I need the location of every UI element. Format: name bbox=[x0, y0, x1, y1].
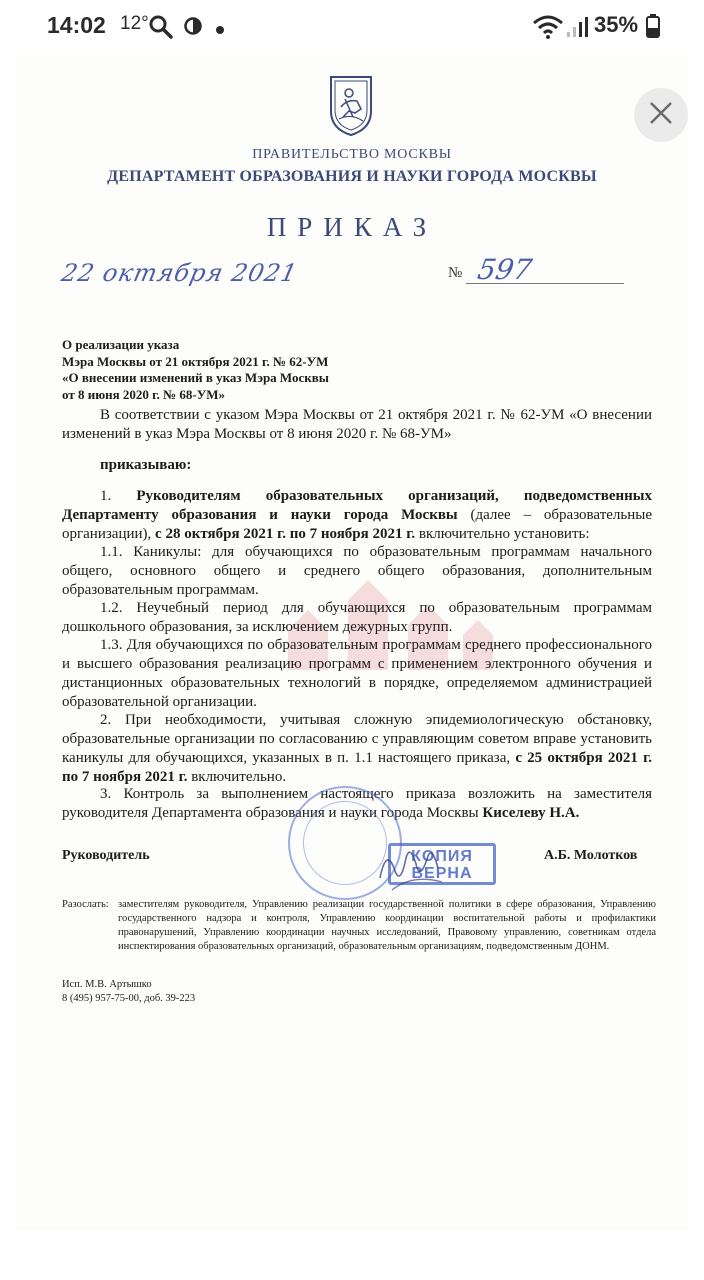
mailing-recipients: заместителям руководителя, Управлению реализации государственной политики в сфере образования, Управлению государственного надзора и контроля, Управлению координации воспитательной работы и профилактики правонарушений, Управлению координации научных исследований, Правовому управлению, советникам отдела инспектирования образовательных организаций, образовательным организациям, подведомственным ДОНМ. bbox=[118, 899, 656, 952]
item-3-person: Киселеву Н.А. bbox=[482, 805, 580, 821]
item-1 bbox=[62, 487, 652, 544]
notification-dot-icon bbox=[215, 22, 225, 40]
moscow-emblem-icon bbox=[327, 73, 375, 137]
item-1-1: 1.1. Каникулы: для обучающихся по образовательным программам начального общего, основного общего и среднего общего образования, дополнительным образовательным программам. bbox=[62, 544, 652, 598]
document-type: ПРИКАЗ bbox=[266, 212, 438, 242]
number-sign: № bbox=[448, 265, 463, 281]
item-1-period: с 28 октября 2021 г. по 7 ноября 2021 г. bbox=[155, 526, 416, 542]
item-2-text: 2. При необходимости, учитывая сложную эпидемиологическую обстановку, образовательные организации по согласованию с управляющим советом вправе установить каникулы для обучающихся, указанных в п. 1.1 настоящего приказа, bbox=[62, 712, 652, 766]
battery-icon bbox=[646, 14, 660, 43]
stamp-line: КОПИЯ bbox=[411, 848, 473, 865]
status-temperature: 12° bbox=[120, 13, 149, 34]
order-word: приказываю: bbox=[100, 457, 192, 473]
stamp-line: ВЕРНА bbox=[411, 865, 473, 882]
subject-line: О реализации указа bbox=[62, 337, 180, 352]
signature-scribble bbox=[372, 838, 452, 898]
subject-line: Мэра Москвы от 21 октября 2021 г. № 62-УМ bbox=[62, 353, 329, 369]
subject-line: от 8 июня 2020 г. № 68-УМ» bbox=[62, 386, 226, 402]
signer-role: Руководитель bbox=[62, 848, 150, 863]
intro-paragraph: В соответствии с указом Мэра Москвы от 21 октября 2021 г. № 62-УМ «О внесении изменений в указ Мэра Москвы от 8 июня 2020 г. № 68-УМ» bbox=[62, 407, 652, 442]
wifi-icon bbox=[532, 14, 564, 45]
executor-name: Исп. М.В. Артышко bbox=[62, 979, 152, 990]
signal-icon bbox=[566, 16, 588, 43]
item-2-tail: включительно. bbox=[187, 769, 287, 785]
item-1-tail: включительно установить: bbox=[415, 526, 590, 542]
item-1-3: 1.3. Для обучающихся по образовательным программам среднего профессионального и высшего образования реализацию программ с применением электронного обучения и дистанционных образовательных технологий в порядке, определяемом администрацией образовательной организации. bbox=[62, 637, 652, 710]
executor-info bbox=[62, 978, 195, 1006]
item-1-note: (далее – образовательные организации), bbox=[62, 507, 652, 542]
government-title: ПРАВИТЕЛЬСТВО МОСКВЫ bbox=[252, 147, 452, 162]
document-subject bbox=[62, 337, 362, 403]
item-2 bbox=[62, 711, 652, 787]
battery-percent: 35% bbox=[594, 12, 639, 37]
item-1-addressee: Руководителям образовательных организаций, подведомственных Департаменту образования и науки города Москвы bbox=[62, 488, 652, 523]
department-title: ДЕПАРТАМЕНТ ОБРАЗОВАНИЯ И НАУКИ ГОРОДА МОСКВЫ bbox=[107, 168, 597, 185]
item-1-number: 1. bbox=[100, 488, 137, 504]
close-button[interactable] bbox=[634, 88, 688, 142]
item-2-period: с 25 октября 2021 г. по 7 ноября 2021 г. bbox=[62, 750, 652, 785]
item-1-2: 1.2. Неучебный период для обучающихся по образовательным программам дошкольного образования, за исключением дежурных групп. bbox=[62, 600, 652, 635]
close-icon bbox=[648, 100, 674, 131]
contrast-icon bbox=[183, 16, 203, 41]
signer-name: А.Б. Молотков bbox=[544, 848, 638, 863]
subject-line: «О внесении изменений в указ Мэра Москвы bbox=[62, 370, 329, 385]
status-time: 14:02 bbox=[47, 12, 106, 38]
executor-phone: 8 (495) 957-75-00, доб. 39-223 bbox=[62, 993, 196, 1004]
item-3-text: 3. Контроль за выполнением настоящего приказа возложить на заместителя руководителя Департамента образования и науки города Москвы bbox=[62, 786, 652, 821]
handwritten-number: 597 bbox=[475, 253, 535, 286]
mailing-list bbox=[62, 898, 656, 954]
status-bar bbox=[0, 0, 704, 54]
search-icon bbox=[148, 14, 174, 45]
handwritten-date: 22 октября 2021 bbox=[59, 259, 301, 287]
mailing-label: Разослать: bbox=[62, 899, 109, 910]
